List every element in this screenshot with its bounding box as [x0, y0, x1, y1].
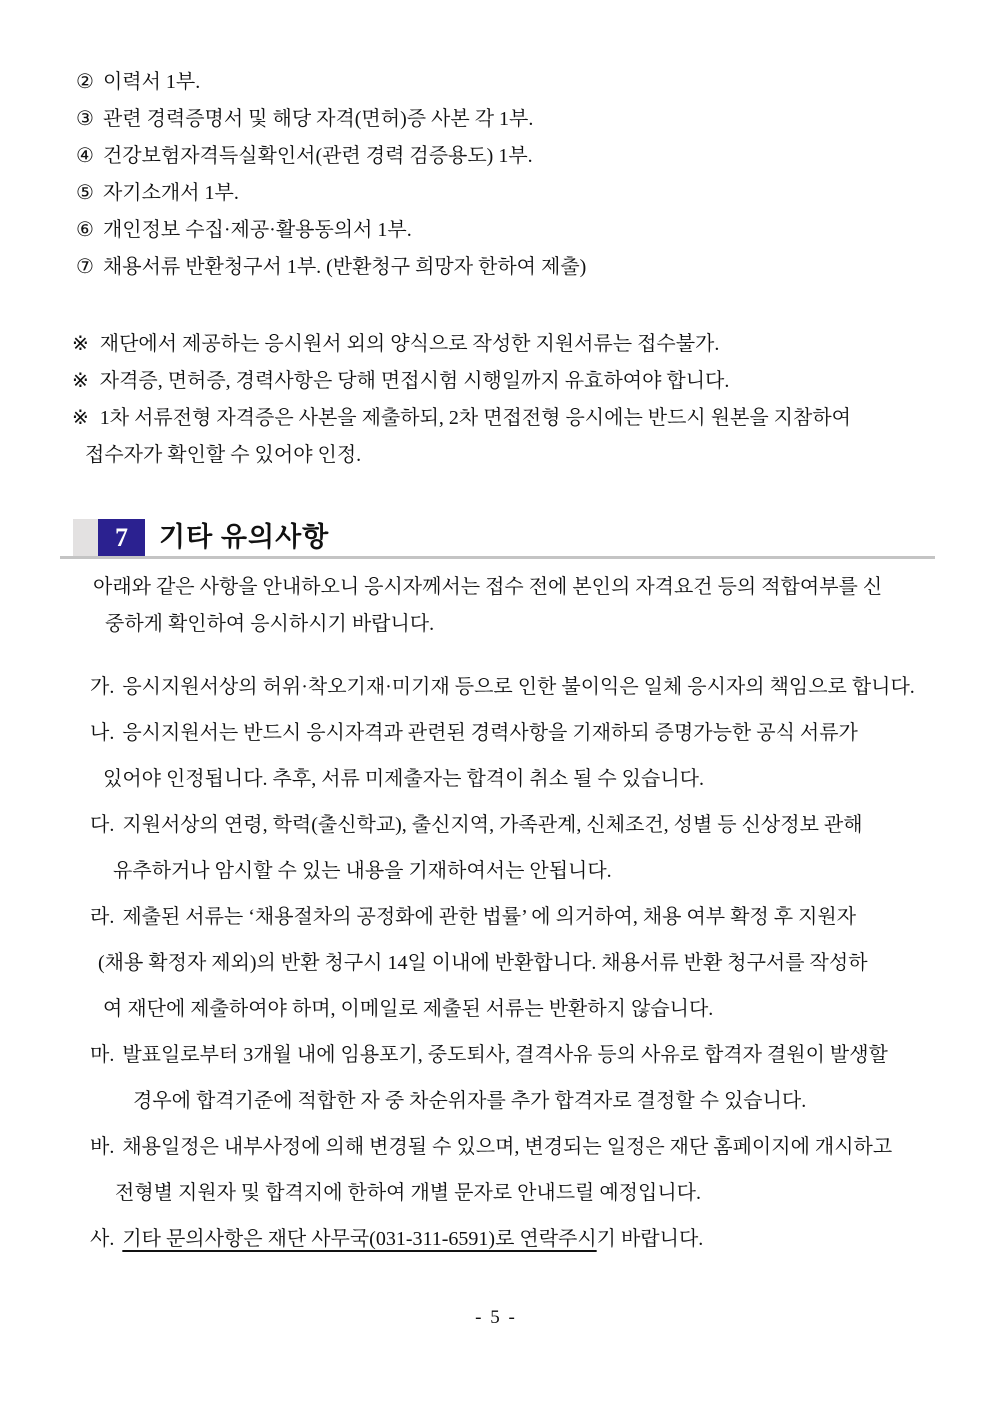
item-marker: ② [76, 71, 94, 93]
note-text: 자격증, 면허증, 경력사항은 당해 면접시험 시행일까지 유효하여야 합니다. [99, 370, 730, 392]
clause-marker: 가. [90, 676, 115, 698]
item-text: 자기소개서 1부. [102, 182, 239, 204]
note-text: 1차 서류전형 자격증은 사본을 제출하되, 2차 면접전형 응시에는 반드시 원본을 지참하여 [99, 407, 851, 429]
clause-marker: 사. [90, 1228, 115, 1250]
attachment-item [76, 175, 962, 212]
clause-line [90, 1032, 938, 1078]
attachment-item [76, 138, 962, 175]
clause-line-continuation: 있어야 인정됩니다. 추후, 서류 미제출자는 합격이 취소 될 수 있습니다. [103, 768, 704, 790]
clause-text: 응시지원서상의 허위·착오기재·미기재 등으로 인한 불이익은 일체 응시자의 책임으로 합니다. [122, 676, 915, 698]
attachment-item [76, 249, 962, 286]
intro-paragraph [93, 569, 938, 643]
note-marker: ※ [72, 407, 89, 429]
attachment-item [76, 64, 962, 101]
clause-line [90, 894, 938, 940]
section-number-box [98, 519, 145, 556]
item-text: 이력서 1부. [102, 71, 201, 93]
intro-line: 아래와 같은 사항을 안내하오니 응시자께서는 접수 전에 본인의 자격요건 등의 적합여부를 신 [93, 576, 883, 598]
note-item [72, 326, 962, 363]
clause-text: 채용일정은 내부사정에 의해 변경될 수 있으며, 변경되는 일정은 재단 홈페이지에 개시하고 [122, 1136, 893, 1158]
item-marker: ④ [76, 145, 94, 167]
contact-info-underlined: 기타 문의사항은 재단 사무국(031-311-6591)로 연락주시 [122, 1228, 597, 1250]
clause-line-continuation: (채용 확정자 제외)의 반환 청구시 14일 이내에 반환합니다. 채용서류 반환 청구서를 작성하 [98, 952, 868, 974]
clause-line-continuation: 경우에 합격기준에 적합한 자 중 차순위자를 추가 합격자로 결정할 수 있습니다. [133, 1090, 807, 1112]
clause-line [90, 664, 938, 710]
clause-line [90, 802, 938, 848]
clause-line [90, 710, 938, 756]
clause-line [90, 1216, 938, 1262]
clause-text: 발표일로부터 3개월 내에 임용포기, 중도퇴사, 결격사유 등의 사유로 합격자 결원이 발생할 [122, 1044, 888, 1066]
section-title: 기타 유의사항 [159, 522, 330, 552]
clause-line-continuation: 여 재단에 제출하여야 하며, 이메일로 제출된 서류는 반환하지 않습니다. [103, 998, 714, 1020]
item-marker: ③ [76, 108, 94, 130]
notice-clauses [90, 664, 938, 1262]
item-marker: ⑦ [76, 256, 94, 278]
item-text: 건강보험자격득실확인서(관련 경력 검증용도) 1부. [102, 145, 533, 167]
clause-line-continuation: 유추하거나 암시할 수 있는 내용을 기재하여서는 안됩니다. [113, 860, 612, 882]
note-item-continuation: 접수자가 확인할 수 있어야 인정. [85, 444, 362, 466]
page-number: - 5 - [475, 1307, 517, 1328]
clause-marker: 나. [90, 722, 115, 744]
note-item [72, 363, 962, 400]
intro-line: 중하게 확인하여 응시하시기 바랍니다. [105, 613, 435, 635]
asterisk-notes [72, 326, 962, 474]
attachment-item [76, 212, 962, 249]
note-marker: ※ [72, 370, 89, 392]
clause-text: 제출된 서류는 ‘채용절차의 공정화에 관한 법률’ 에 의거하여, 채용 여부 확정 후 지원자 [122, 906, 857, 928]
section-header [73, 519, 329, 556]
note-item [72, 400, 962, 437]
note-marker: ※ [72, 333, 89, 355]
note-text: 재단에서 제공하는 응시원서 외의 양식으로 작성한 지원서류는 접수불가. [99, 333, 720, 355]
item-marker: ⑤ [76, 182, 94, 204]
item-text: 채용서류 반환청구서 1부. (반환청구 희망자 한하여 제출) [102, 256, 587, 278]
section-divider [60, 556, 935, 559]
clause-line-continuation: 전형별 지원자 및 합격지에 한하여 개별 문자로 안내드릴 예정입니다. [115, 1182, 701, 1204]
clause-marker: 라. [90, 906, 115, 928]
clause-marker: 마. [90, 1044, 115, 1066]
clause-marker: 바. [90, 1136, 115, 1158]
clause-text: 응시지원서는 반드시 응시자격과 관련된 경력사항을 기재하되 증명가능한 공식 서류가 [122, 722, 858, 744]
clause-marker: 다. [90, 814, 115, 836]
section-header-tab [73, 519, 98, 556]
item-marker: ⑥ [76, 219, 94, 241]
attachment-item [76, 101, 962, 138]
item-text: 관련 경력증명서 및 해당 자격(면허)증 사본 각 1부. [102, 108, 534, 130]
attachment-list [76, 64, 962, 286]
clause-line [90, 1124, 938, 1170]
item-text: 개인정보 수집·제공·활용동의서 1부. [102, 219, 412, 241]
clause-text: 기 바랍니다. [596, 1228, 704, 1250]
section-number: 7 [115, 522, 128, 552]
clause-text: 지원서상의 연령, 학력(출신학교), 출신지역, 가족관계, 신체조건, 성별 등 신상정보 관해 [122, 814, 863, 836]
